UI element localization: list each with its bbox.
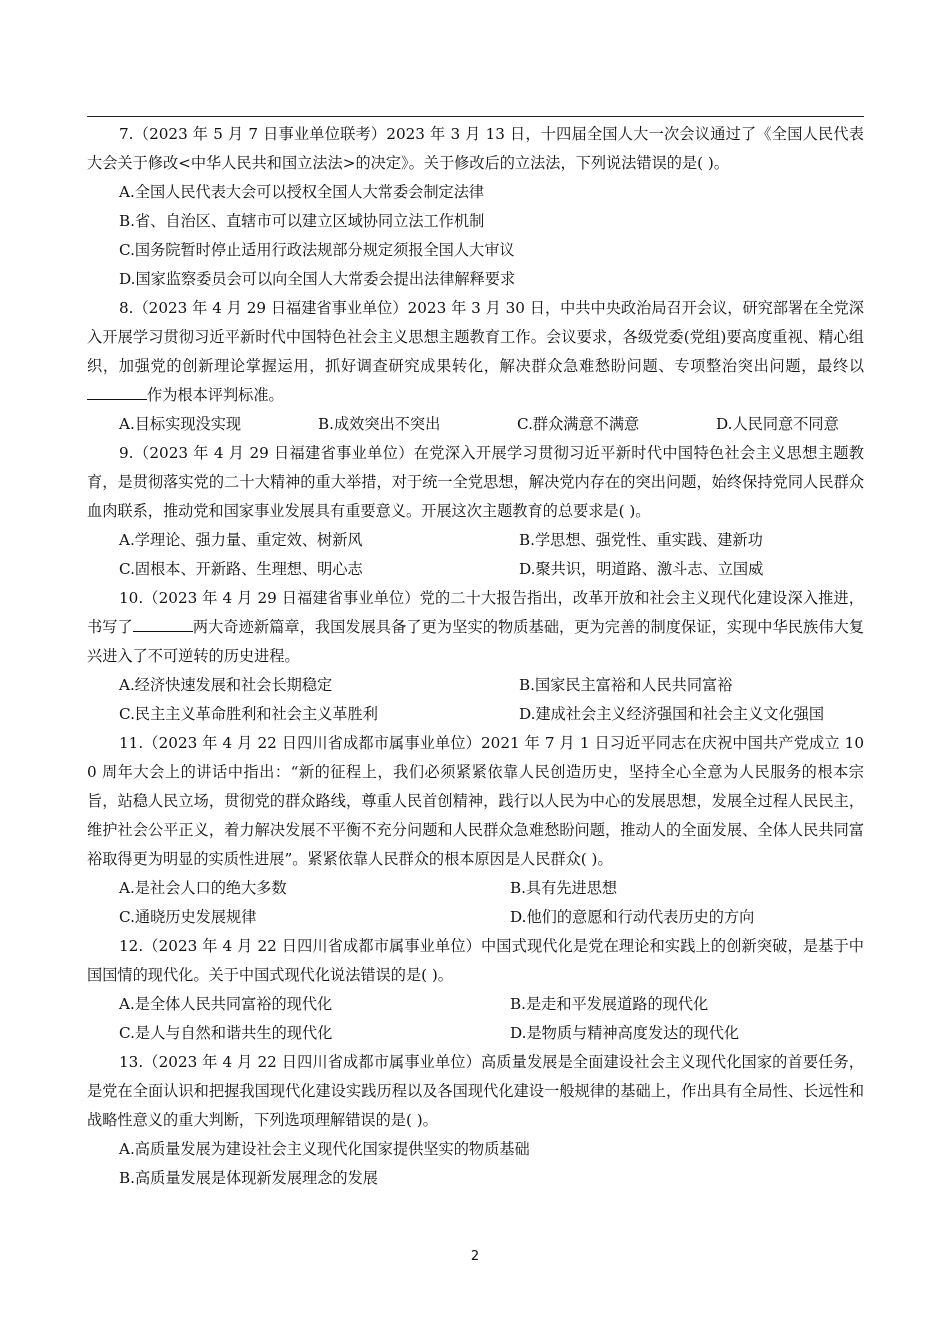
question-11-options-row-2 bbox=[87, 903, 864, 932]
page-number: 2 bbox=[470, 1249, 480, 1264]
question-13-option-b: B.高质量发展是体现新发展理念的发展 bbox=[119, 1169, 378, 1187]
question-8-option-b: B.成效突出不突出 bbox=[318, 415, 441, 433]
question-9-options-row-1 bbox=[87, 526, 864, 555]
question-11-stem: 11.（2023 年 4 月 22 日四川省成都市属事业单位）2021 年 7 月 1 日习近平同志在庆祝中国共产党成立 100 周年大会上的讲话中指出：“新的征程上，我们必须紧紧依靠人民创造历史，坚持全心全意为人民服务的根本宗旨，站稳人民立场，贯彻党的群众路线，尊重人民首创精神，践行以人民为中心的发展思想，发展全过程人民民主，维护社会公平正义，着力解决发展不平衡不充分问题和人民群众急难愁盼问题，推动人的全面发展、全体人民共同富裕取得更为明显的实质性进展”。紧紧依靠人民群众的根本原因是人民群众( )。 bbox=[87, 734, 864, 868]
question-11-option-b: B.具有先进思想 bbox=[510, 879, 618, 897]
question-12-options-row-1 bbox=[87, 990, 864, 1019]
question-11-options-row-1 bbox=[87, 874, 864, 903]
question-9-option-a: A.学理论、强力量、重定效、树新风 bbox=[119, 531, 363, 549]
question-9-option-d: D.聚共识，明道路、激斗志、立国威 bbox=[519, 560, 764, 578]
question-7-option-c: C.国务院暂时停止适用行政法规部分规定须报全国人大审议 bbox=[119, 241, 515, 259]
question-7-option-b: B.省、自治区、直辖市可以建立区域协同立法工作机制 bbox=[119, 212, 485, 230]
fill-blank bbox=[87, 387, 147, 400]
question-10-stem-after: 两大奇迹新篇章，我国发展具备了更为坚实的物质基础，更为完善的制度保证，实现中华民族伟大复兴进入了不可逆转的历史进程。 bbox=[87, 618, 865, 665]
question-13-option-a: A.高质量发展为建设社会主义现代化国家提供坚实的物质基础 bbox=[119, 1140, 530, 1158]
question-10-stem-before: 10.（2023 年 4 月 29 日福建省事业单位）党的二十大报告指出，改革开放和社会主义现代化建设深入推进，书写了 bbox=[87, 589, 864, 636]
question-11-option-c: C.通晓历史发展规律 bbox=[119, 908, 257, 926]
question-10-option-a: A.经济快速发展和社会长期稳定 bbox=[119, 676, 333, 694]
question-8-stem-after: 作为根本评判标准。 bbox=[147, 386, 284, 404]
question-12-option-c: C.是人与自然和谐共生的现代化 bbox=[119, 1024, 333, 1042]
question-10-options-row-2 bbox=[87, 700, 864, 729]
question-9-options-row-2 bbox=[87, 555, 864, 584]
question-8-option-a: A.目标实现没实现 bbox=[119, 415, 242, 433]
question-8-stem-before: 8.（2023 年 4 月 29 日福建省事业单位）2023 年 3 月 30 日，中共中央政治局召开会议，研究部署在全党深入开展学习贯彻习近平新时代中国特色社会主义思想主题教育工作。会议要求，各级党委(党组)要高度重视、精心组织，加强党的创新理论掌握运用，抓好调查研究成果转化，解决群众急难愁盼问题、专项整治突出问题，最终以 bbox=[87, 299, 864, 375]
question-13-stem: 13.（2023 年 4 月 22 日四川省成都市属事业单位）高质量发展是全面建设社会主义现代化国家的首要任务，是党在全面认识和把握我国现代化建设实践历程以及各国现代化建设一般规律的基础上，作出具有全局性、长远性和战略性意义的重大判断，下列选项理解错误的是( )。 bbox=[87, 1053, 864, 1129]
question-9-option-c: C.固根本、开新路、生理想、明心志 bbox=[119, 560, 363, 578]
question-8-stem bbox=[87, 294, 864, 410]
question-11-option-d: D.他们的意愿和行动代表历史的方向 bbox=[510, 908, 755, 926]
question-10-option-d: D.建成社会主义经济强国和社会主义文化强国 bbox=[519, 705, 825, 723]
question-7-stem: 7.（2023 年 5 月 7 日事业单位联考）2023 年 3 月 13 日，十四届全国人大一次会议通过了《全国人民代表大会关于修改<中华人民共和国立法法>的决定》。关于修改后的立法法，下列说法错误的是( )。 bbox=[87, 125, 864, 172]
question-7-option-d: D.国家监察委员会可以向全国人大常委会提出法律解释要求 bbox=[119, 270, 516, 288]
question-9-option-b: B.学思想、强党性、重实践、建新功 bbox=[519, 531, 763, 549]
header-rule bbox=[87, 116, 864, 117]
question-10-options-row-1 bbox=[87, 671, 864, 700]
question-12-option-d: D.是物质与精神高度发达的现代化 bbox=[510, 1024, 740, 1042]
question-12-options-row-2 bbox=[87, 1019, 864, 1048]
question-8-option-d: D.人民同意不同意 bbox=[716, 415, 839, 433]
question-9-stem: 9.（2023 年 4 月 29 日福建省事业单位）在党深入开展学习贯彻习近平新时代中国特色社会主义思想主题教育，是贯彻落实党的二十大精神的重大举措，对于统一全党思想，解决党内存在的突出问题，始终保持党同人民群众血肉联系，推动党和国家事业发展具有重要意义。开展这次主题教育的总要求是( )。 bbox=[87, 444, 864, 520]
question-7-option-a: A.全国人民代表大会可以授权全国人大常委会制定法律 bbox=[119, 183, 485, 201]
question-10-stem bbox=[87, 584, 864, 671]
question-8-options bbox=[87, 410, 864, 439]
question-12-stem: 12.（2023 年 4 月 22 日四川省成都市属事业单位）中国式现代化是党在理论和实践上的创新突破，是基于中国国情的现代化。关于中国式现代化说法错误的是( )。 bbox=[87, 937, 864, 984]
question-11-option-a: A.是社会人口的绝大多数 bbox=[119, 879, 287, 897]
fill-blank bbox=[133, 619, 193, 632]
question-12-option-b: B.是走和平发展道路的现代化 bbox=[510, 995, 709, 1013]
question-10-option-c: C.民主主义革命胜利和社会主义革胜利 bbox=[119, 705, 378, 723]
page-content bbox=[87, 120, 864, 1193]
question-12-option-a: A.是全体人民共同富裕的现代化 bbox=[119, 995, 333, 1013]
question-10-option-b: B.国家民主富裕和人民共同富裕 bbox=[519, 676, 733, 694]
question-8-option-c: C.群众满意不满意 bbox=[517, 415, 640, 433]
